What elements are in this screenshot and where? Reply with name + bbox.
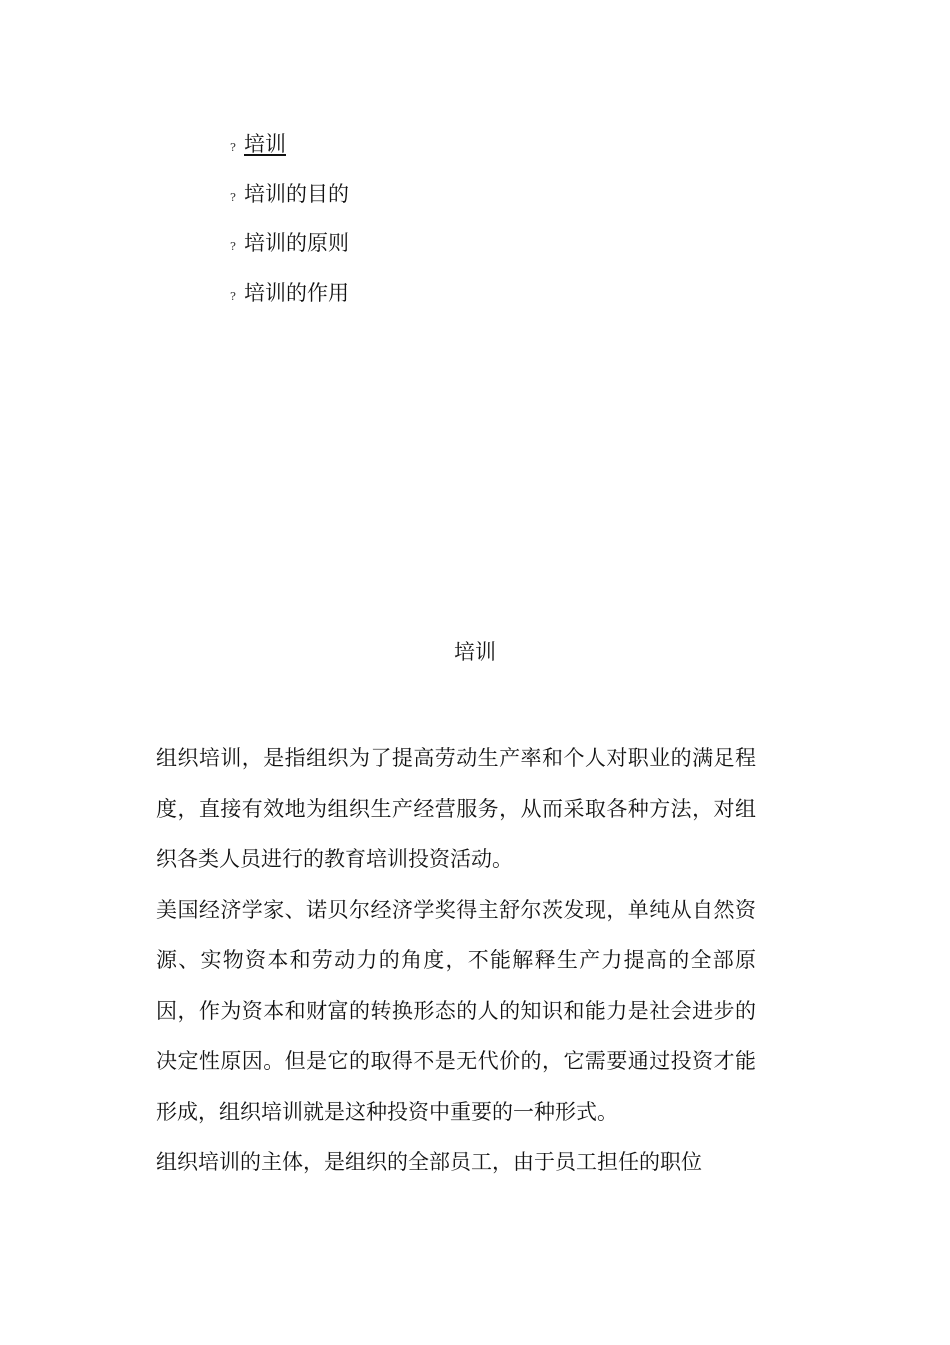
body-text <box>156 733 756 1188</box>
toc-link-training[interactable]: 培训 <box>244 132 286 156</box>
toc-item-training[interactable] <box>230 128 349 178</box>
toc-bullet-icon: ? <box>230 289 236 303</box>
toc-item-training-purpose[interactable] <box>230 178 349 228</box>
paragraph: 组织培训的主体，是组织的全部员工，由于员工担任的职位 <box>156 1150 702 1174</box>
toc-item-training-role[interactable] <box>230 277 349 327</box>
table-of-contents <box>230 128 349 326</box>
paragraph: 组织培训，是指组织为了提高劳动生产率和个人对职业的满足程度，直接有效地为组织生产经营服务，从而采取各种方法，对组织各类人员进行的教育培训投资活动。 <box>156 746 756 871</box>
toc-link-training-principles[interactable]: 培训的原则 <box>244 231 349 255</box>
toc-link-training-purpose[interactable]: 培训的目的 <box>244 181 349 206</box>
toc-bullet-icon: ? <box>230 240 236 253</box>
paragraph: 美国经济学家、诺贝尔经济学奖得主舒尔茨发现，单纯从自然资源、实物资本和劳动力的角度，不能解释生产力提高的全部原因，作为资本和财富的转换形态的人的知识和能力是社会进步的决定性原因。但是它的取得不是无代价的，它需要通过投资才能形成，组织培训就是这种投资中重要的一种形式。 <box>156 897 756 1124</box>
toc-link-training-role[interactable]: 培训的作用 <box>244 280 349 305</box>
toc-item-training-principles[interactable] <box>230 227 349 277</box>
section-title: 培训 <box>454 640 496 664</box>
toc-bullet-icon: ? <box>230 190 236 204</box>
toc-bullet-icon: ? <box>230 141 236 154</box>
